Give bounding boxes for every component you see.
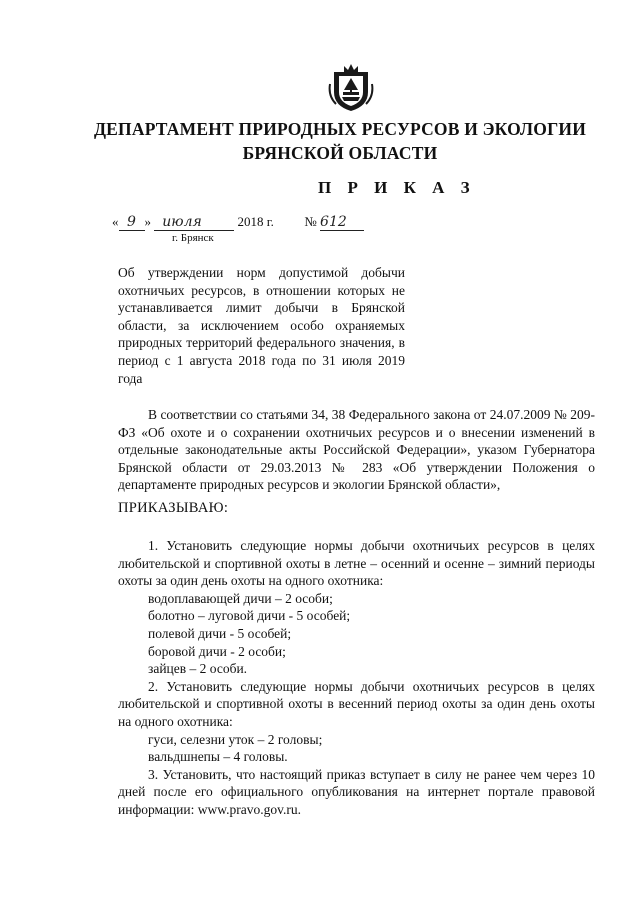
item-3: 3. Установить, что настоящий приказ вступает в силу не ранее чем через 10 дней после его официального опубликования на интернет портале правовой информации: www.pravo.gov.ru. — [118, 766, 595, 817]
bryansk-coat-of-arms-icon — [328, 62, 374, 112]
order-subject — [118, 264, 405, 387]
preamble — [118, 406, 595, 494]
close-quote: » — [144, 214, 151, 229]
document-type: П Р И К А З — [318, 178, 476, 197]
item-2-list-item: вальдшнепы – 4 головы. — [148, 749, 288, 765]
order-year: 2018 г. — [237, 214, 274, 229]
subject-text: Об утверждении норм допустимой добычи охотничьих ресурсов, в отношении которых не устанавливается лимит добычи в Брянской области, за исключением особо охраняемых природных территорий федерального значения, в период с 1 августа 2018 года по 31 июля 2019 года — [118, 265, 405, 386]
open-quote: « — [112, 214, 119, 229]
order-word: ПРИКАЗЫВАЮ: — [118, 500, 229, 516]
city: г. Брянск — [172, 232, 214, 244]
order-month: июля — [154, 214, 234, 231]
item-1-list-item: водоплавающей дичи – 2 особи; — [148, 590, 333, 606]
item-2-list-item: гуси, селезни уток – 2 головы; — [148, 731, 323, 747]
org-name-line2: БРЯНСКОЙ ОБЛАСТИ — [242, 143, 438, 163]
order-day: 9 — [119, 214, 145, 231]
preamble-text: В соответствии со статьями 34, 38 Федерального закона от 24.07.2009 № 209-ФЗ «Об охоте и о сохранении охотничьих ресурсов и о внесении изменений в отдельные законодательные акты Российской Федерации», указом Губернатора Брянской области от 29.03.2013 № 283 «Об утверждении Положения о департаменте природных ресурсов и экологии Брянской области», — [118, 407, 595, 493]
item-1-list-item: болотно – луговой дичи - 5 особей; — [148, 608, 351, 624]
order-items — [118, 537, 595, 819]
item-2: 2. Установить следующие нормы добычи охотничьих ресурсов в целях любительской и спортивной охоты в весенний период охоты за один день охоты на одного охотника: — [118, 678, 595, 729]
item-1: 1. Установить следующие нормы добычи охотничьих ресурсов в целях любительской и спортивной охоты в летне – осенний и осенне – зимний периоды охоты за один день охоты на одного охотника: — [118, 538, 595, 589]
org-name-line1: ДЕПАРТАМЕНТ ПРИРОДНЫХ РЕСУРСОВ И ЭКОЛОГИИ — [93, 119, 587, 139]
item-1-list-item: зайцев – 2 особи. — [148, 661, 248, 677]
order-number: 612 — [320, 214, 364, 231]
item-1-list-item: боровой дичи - 2 особи; — [148, 643, 286, 659]
item-1-list-item: полевой дичи - 5 особей; — [148, 625, 292, 641]
number-label: № — [304, 214, 317, 229]
date-line — [112, 214, 364, 231]
